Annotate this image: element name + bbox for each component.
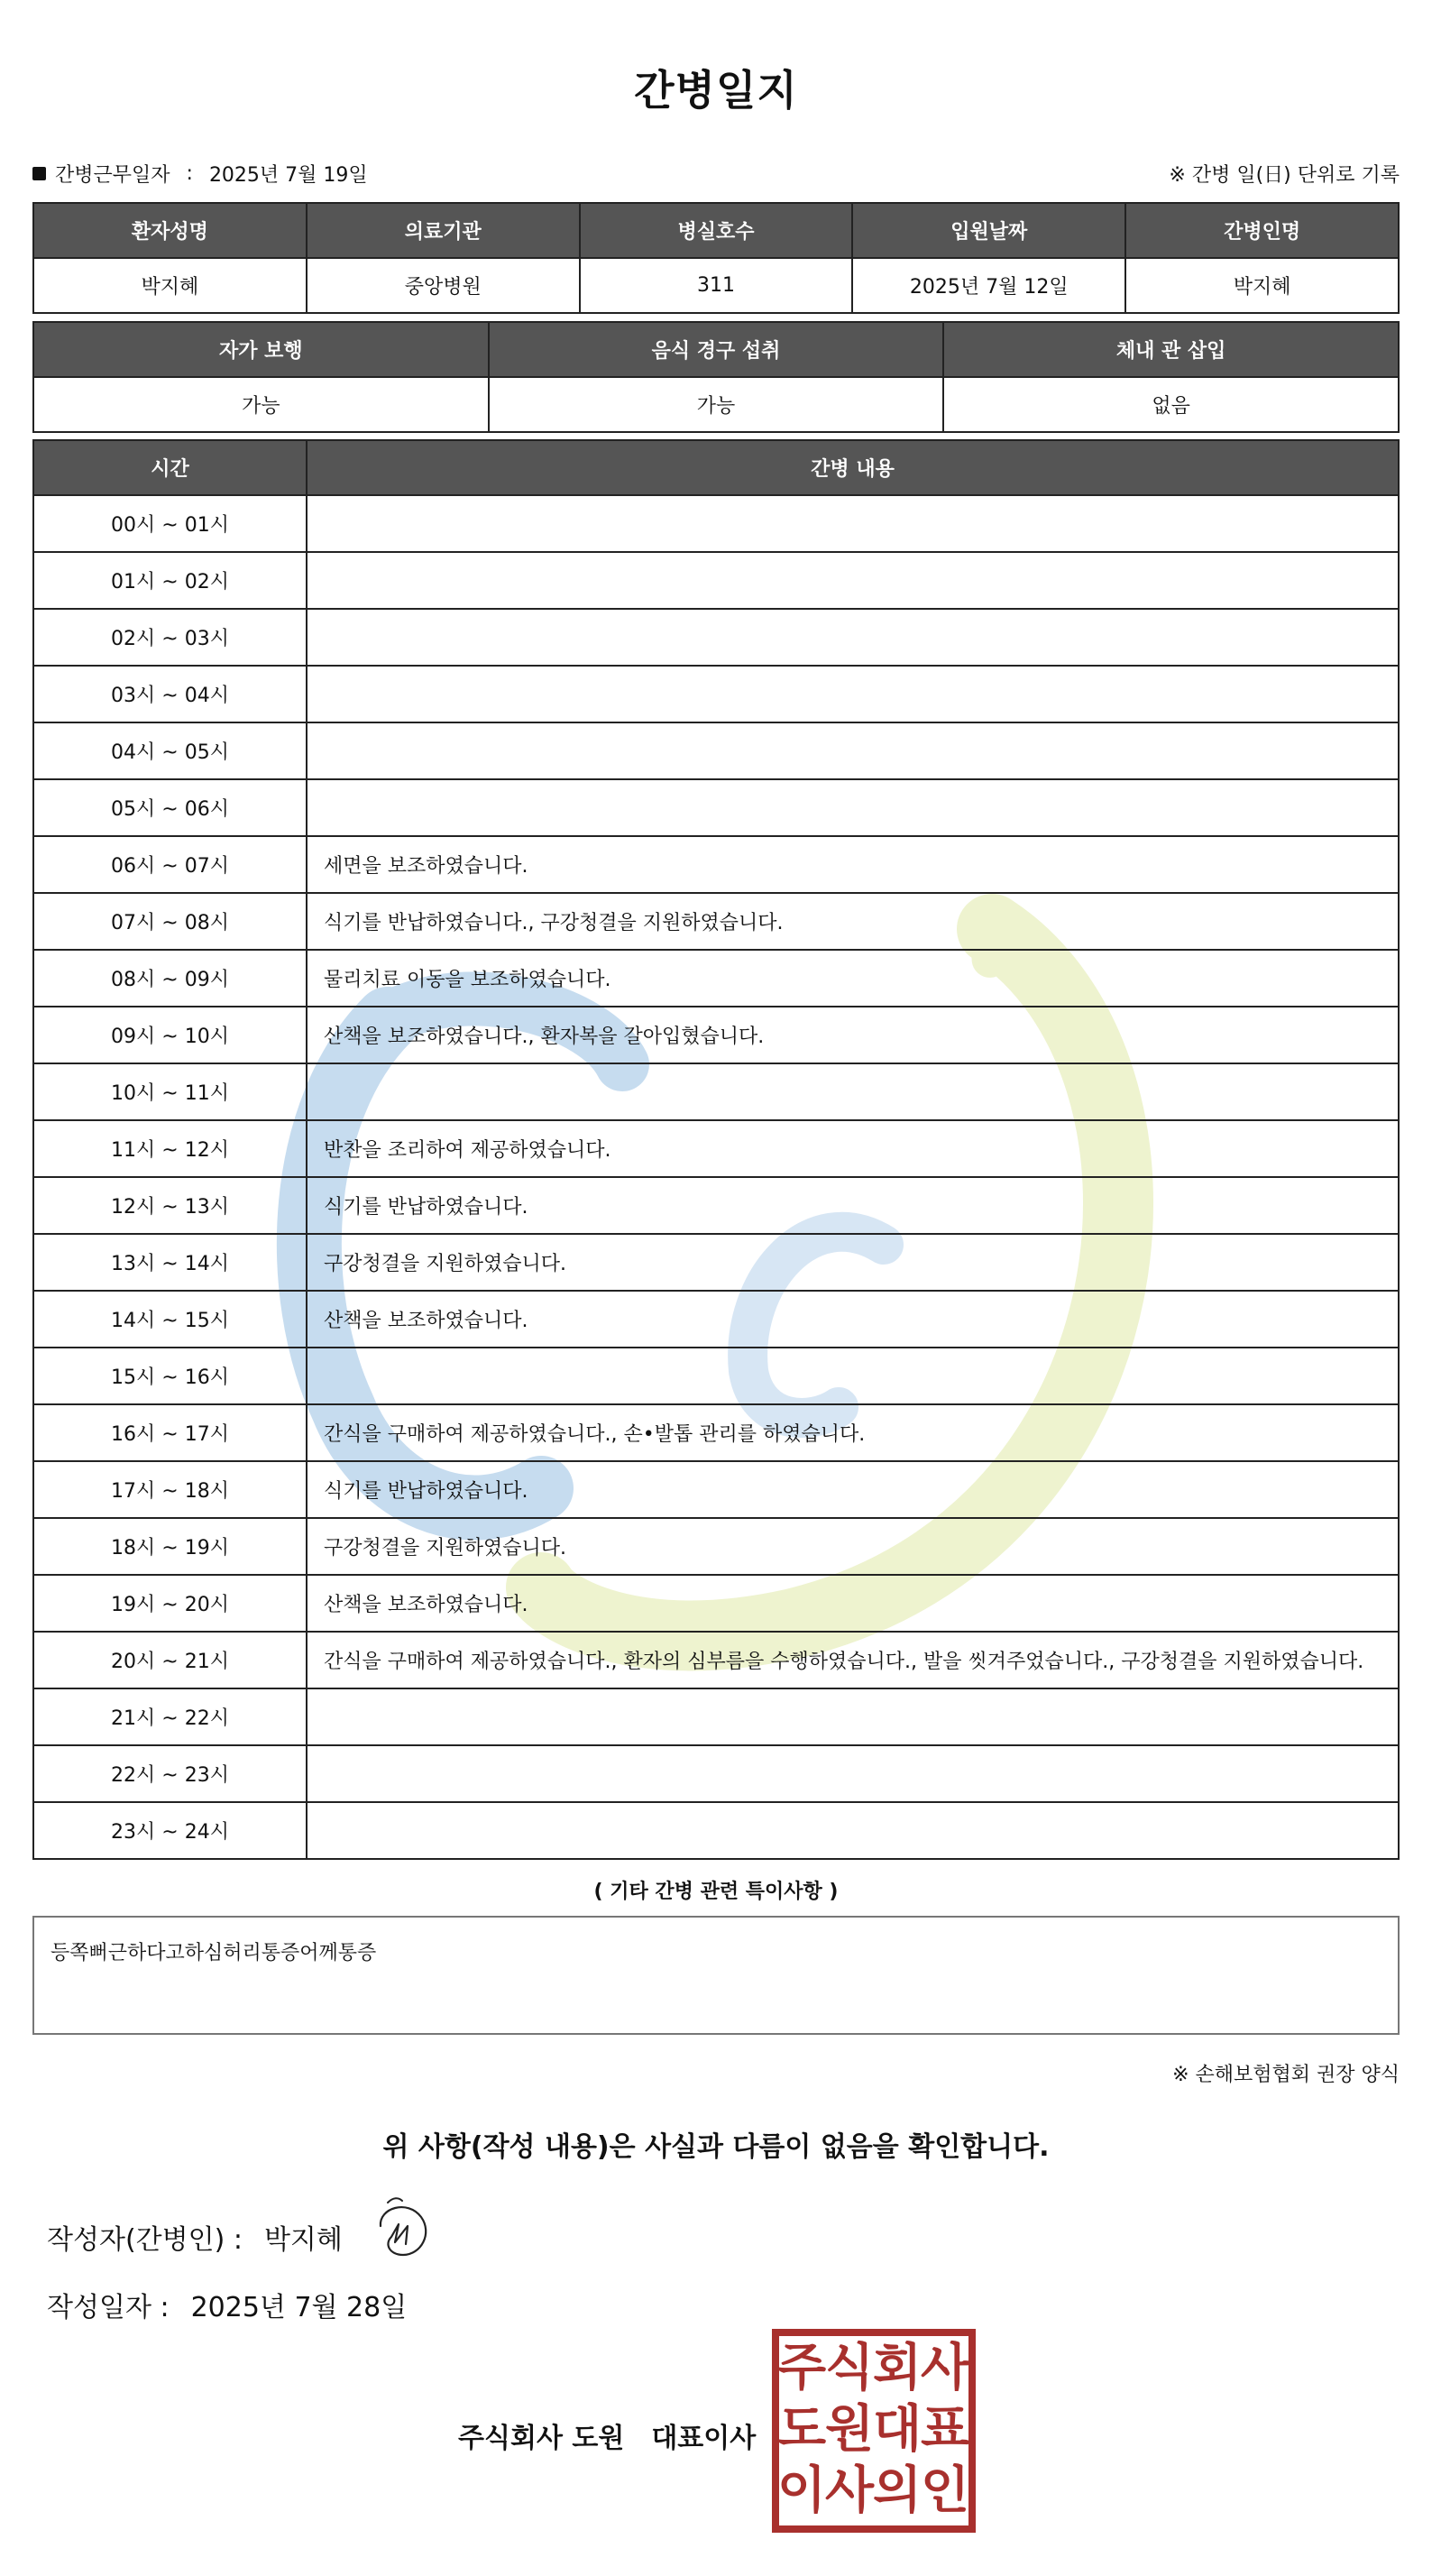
- notes-box: [32, 1916, 1400, 2035]
- care-log-content: 산책을 보조하였습니다.: [307, 1291, 1399, 1348]
- care-log-time: 15시 ~ 16시: [33, 1348, 307, 1404]
- care-log-time: 11시 ~ 12시: [33, 1120, 307, 1177]
- value-patient-name: 박지혜: [33, 258, 307, 313]
- care-log-row: [33, 609, 1399, 666]
- value-tube-insertion: 없음: [943, 377, 1399, 432]
- care-log-row: [33, 1177, 1399, 1234]
- company-seal-stamp: [772, 2329, 976, 2533]
- header-admission-date: 입원날짜: [852, 203, 1125, 258]
- care-log-table: [32, 439, 1400, 1860]
- care-log-row: [33, 1461, 1399, 1518]
- value-caregiver-name: 박지혜: [1125, 258, 1399, 313]
- care-log-row: [33, 1063, 1399, 1120]
- seal-character: 사: [824, 2461, 875, 2520]
- writer-name: 박지혜: [263, 2224, 343, 2256]
- bullet-square-icon: [32, 167, 46, 180]
- care-log-time: 14시 ~ 15시: [33, 1291, 307, 1348]
- care-log-content: [307, 1063, 1399, 1120]
- writer-label: 작성자(간병인) :: [47, 2224, 243, 2256]
- work-date-value: 2025년 7월 19일: [208, 164, 368, 187]
- care-log-row: [33, 495, 1399, 552]
- care-log-row: [33, 1575, 1399, 1632]
- care-log-row: [33, 1291, 1399, 1348]
- care-log-header-row: [33, 440, 1399, 495]
- patient-info-table: [32, 202, 1400, 314]
- work-date-label: 간병근무일자: [55, 164, 170, 187]
- care-log-row: [33, 1518, 1399, 1575]
- confirmation-statement: 위 사항(작성 내용)은 사실과 다름이 없음을 확인합니다.: [382, 2131, 1050, 2163]
- care-log-time: 13시 ~ 14시: [33, 1234, 307, 1291]
- header-care-content: 간병 내용: [307, 440, 1399, 495]
- care-log-content: 물리치료 이동을 보조하였습니다.: [307, 950, 1399, 1007]
- notes-title: ( 기타 간병 관련 특이사항 ): [593, 1881, 839, 1903]
- care-log-content: [307, 779, 1399, 836]
- care-log-time: 05시 ~ 06시: [33, 779, 307, 836]
- written-date-label: 작성일자 :: [47, 2292, 170, 2323]
- care-log-row: [33, 666, 1399, 722]
- care-log-time: 18시 ~ 19시: [33, 1518, 307, 1575]
- care-log-time: 06시 ~ 07시: [33, 836, 307, 893]
- patient-info-value-row: [33, 258, 1399, 313]
- care-log-content: 산책을 보조하였습니다.: [307, 1575, 1399, 1632]
- value-admission-date: 2025년 7월 12일: [852, 258, 1125, 313]
- care-log-content: 산책을 보조하였습니다., 환자복을 갈아입혔습니다.: [307, 1007, 1399, 1063]
- value-room-number: 311: [580, 258, 853, 313]
- care-log-time: 02시 ~ 03시: [33, 609, 307, 666]
- header-caregiver-name: 간병인명: [1125, 203, 1399, 258]
- work-date-colon: :: [186, 162, 193, 185]
- care-log-body: [33, 495, 1399, 1859]
- care-log-content: [307, 552, 1399, 609]
- notes-text: 등쪽뻐근하다고하심허리통증어께통증: [50, 1942, 377, 1964]
- header-hospital: 의료기관: [307, 203, 580, 258]
- care-log-content: 구강청결을 지원하였습니다.: [307, 1234, 1399, 1291]
- care-log-row: [33, 552, 1399, 609]
- care-log-content: 세면을 보조하였습니다.: [307, 836, 1399, 893]
- care-log-time: 01시 ~ 02시: [33, 552, 307, 609]
- patient-status-table: [32, 321, 1400, 433]
- care-log-row: [33, 1802, 1399, 1859]
- care-log-row: [33, 1688, 1399, 1745]
- care-log-time: 16시 ~ 17시: [33, 1404, 307, 1461]
- care-log-row: [33, 1404, 1399, 1461]
- care-log-time: 17시 ~ 18시: [33, 1461, 307, 1518]
- care-log-content: 간식을 구매하여 제공하였습니다., 환자의 심부름을 수행하였습니다., 발을 씻겨주었습니다., 구강청결을 지원하였습니다.: [307, 1632, 1399, 1688]
- value-self-walking: 가능: [33, 377, 489, 432]
- care-log-content: [307, 722, 1399, 779]
- company-line: [458, 2415, 756, 2455]
- care-log-content: [307, 1745, 1399, 1802]
- seal-character: 사: [920, 2339, 970, 2397]
- work-date-line: [32, 160, 368, 188]
- care-log-time: 07시 ~ 08시: [33, 893, 307, 950]
- care-log-time: 20시 ~ 21시: [33, 1632, 307, 1688]
- care-log-row: [33, 1632, 1399, 1688]
- seal-character: 의: [872, 2461, 923, 2520]
- seal-character: 대: [872, 2400, 923, 2459]
- care-log-time: 00시 ~ 01시: [33, 495, 307, 552]
- care-log-time: 03시 ~ 04시: [33, 666, 307, 722]
- care-log-row: [33, 779, 1399, 836]
- care-log-time: 04시 ~ 05시: [33, 722, 307, 779]
- header-self-walking: 자가 보행: [33, 322, 489, 377]
- care-log-row: [33, 893, 1399, 950]
- written-date-value: 2025년 7월 28일: [190, 2292, 408, 2323]
- care-log-content: [307, 495, 1399, 552]
- seal-character: 이: [776, 2461, 827, 2520]
- care-log-row: [33, 1348, 1399, 1404]
- care-log-row: [33, 1007, 1399, 1063]
- seal-character: 인: [920, 2461, 970, 2520]
- seal-character: 식: [824, 2339, 875, 2397]
- care-log-content: 간식을 구매하여 제공하였습니다., 손•발톱 관리를 하였습니다.: [307, 1404, 1399, 1461]
- patient-status-header-row: [33, 322, 1399, 377]
- care-log-row: [33, 950, 1399, 1007]
- care-log-row: [33, 722, 1399, 779]
- care-log-row: [33, 1120, 1399, 1177]
- care-log-content: 식기를 반납하였습니다., 구강청결을 지원하였습니다.: [307, 893, 1399, 950]
- care-log-time: 12시 ~ 13시: [33, 1177, 307, 1234]
- care-log-content: [307, 1688, 1399, 1745]
- care-log-row: [33, 836, 1399, 893]
- company-ceo-title: 대표이사: [651, 2423, 757, 2454]
- writer-line: [47, 2217, 343, 2257]
- header-oral-intake: 음식 경구 섭취: [489, 322, 944, 377]
- header-tube-insertion: 체내 관 삽입: [943, 322, 1399, 377]
- seal-character: 표: [920, 2400, 970, 2459]
- header-room-number: 병실호수: [580, 203, 853, 258]
- care-log-time: 23시 ~ 24시: [33, 1802, 307, 1859]
- patient-info-header-row: [33, 203, 1399, 258]
- care-log-time: 08시 ~ 09시: [33, 950, 307, 1007]
- handwritten-signature: [372, 2190, 435, 2262]
- care-log-content: 식기를 반납하였습니다.: [307, 1177, 1399, 1234]
- care-log-content: 식기를 반납하였습니다.: [307, 1461, 1399, 1518]
- written-date-line: [47, 2285, 407, 2324]
- care-log-time: 19시 ~ 20시: [33, 1575, 307, 1632]
- care-log-content: [307, 1348, 1399, 1404]
- unit-note: ※ 간병 일(日) 단위로 기록: [1169, 164, 1400, 187]
- value-oral-intake: 가능: [489, 377, 944, 432]
- form-source-note: ※ 손해보험협회 권장 양식: [1172, 2064, 1400, 2086]
- seal-character: 회: [872, 2339, 923, 2397]
- care-log-content: 반찬을 조리하여 제공하였습니다.: [307, 1120, 1399, 1177]
- care-log-content: [307, 666, 1399, 722]
- care-log-time: 10시 ~ 11시: [33, 1063, 307, 1120]
- patient-status-value-row: [33, 377, 1399, 432]
- seal-character: 원: [824, 2400, 875, 2459]
- care-log-content: 구강청결을 지원하였습니다.: [307, 1518, 1399, 1575]
- header-patient-name: 환자성명: [33, 203, 307, 258]
- company-name: 주식회사 도원: [458, 2423, 625, 2454]
- value-hospital: 중앙병원: [307, 258, 580, 313]
- header-time: 시간: [33, 440, 307, 495]
- seal-character: 도: [776, 2400, 827, 2459]
- seal-character: 주: [776, 2339, 827, 2397]
- page-title: 간병일지: [634, 66, 798, 115]
- care-log-content: [307, 609, 1399, 666]
- care-log-time: 09시 ~ 10시: [33, 1007, 307, 1063]
- care-log-row: [33, 1745, 1399, 1802]
- care-log-time: 21시 ~ 22시: [33, 1688, 307, 1745]
- care-log-time: 22시 ~ 23시: [33, 1745, 307, 1802]
- care-log-content: [307, 1802, 1399, 1859]
- care-log-row: [33, 1234, 1399, 1291]
